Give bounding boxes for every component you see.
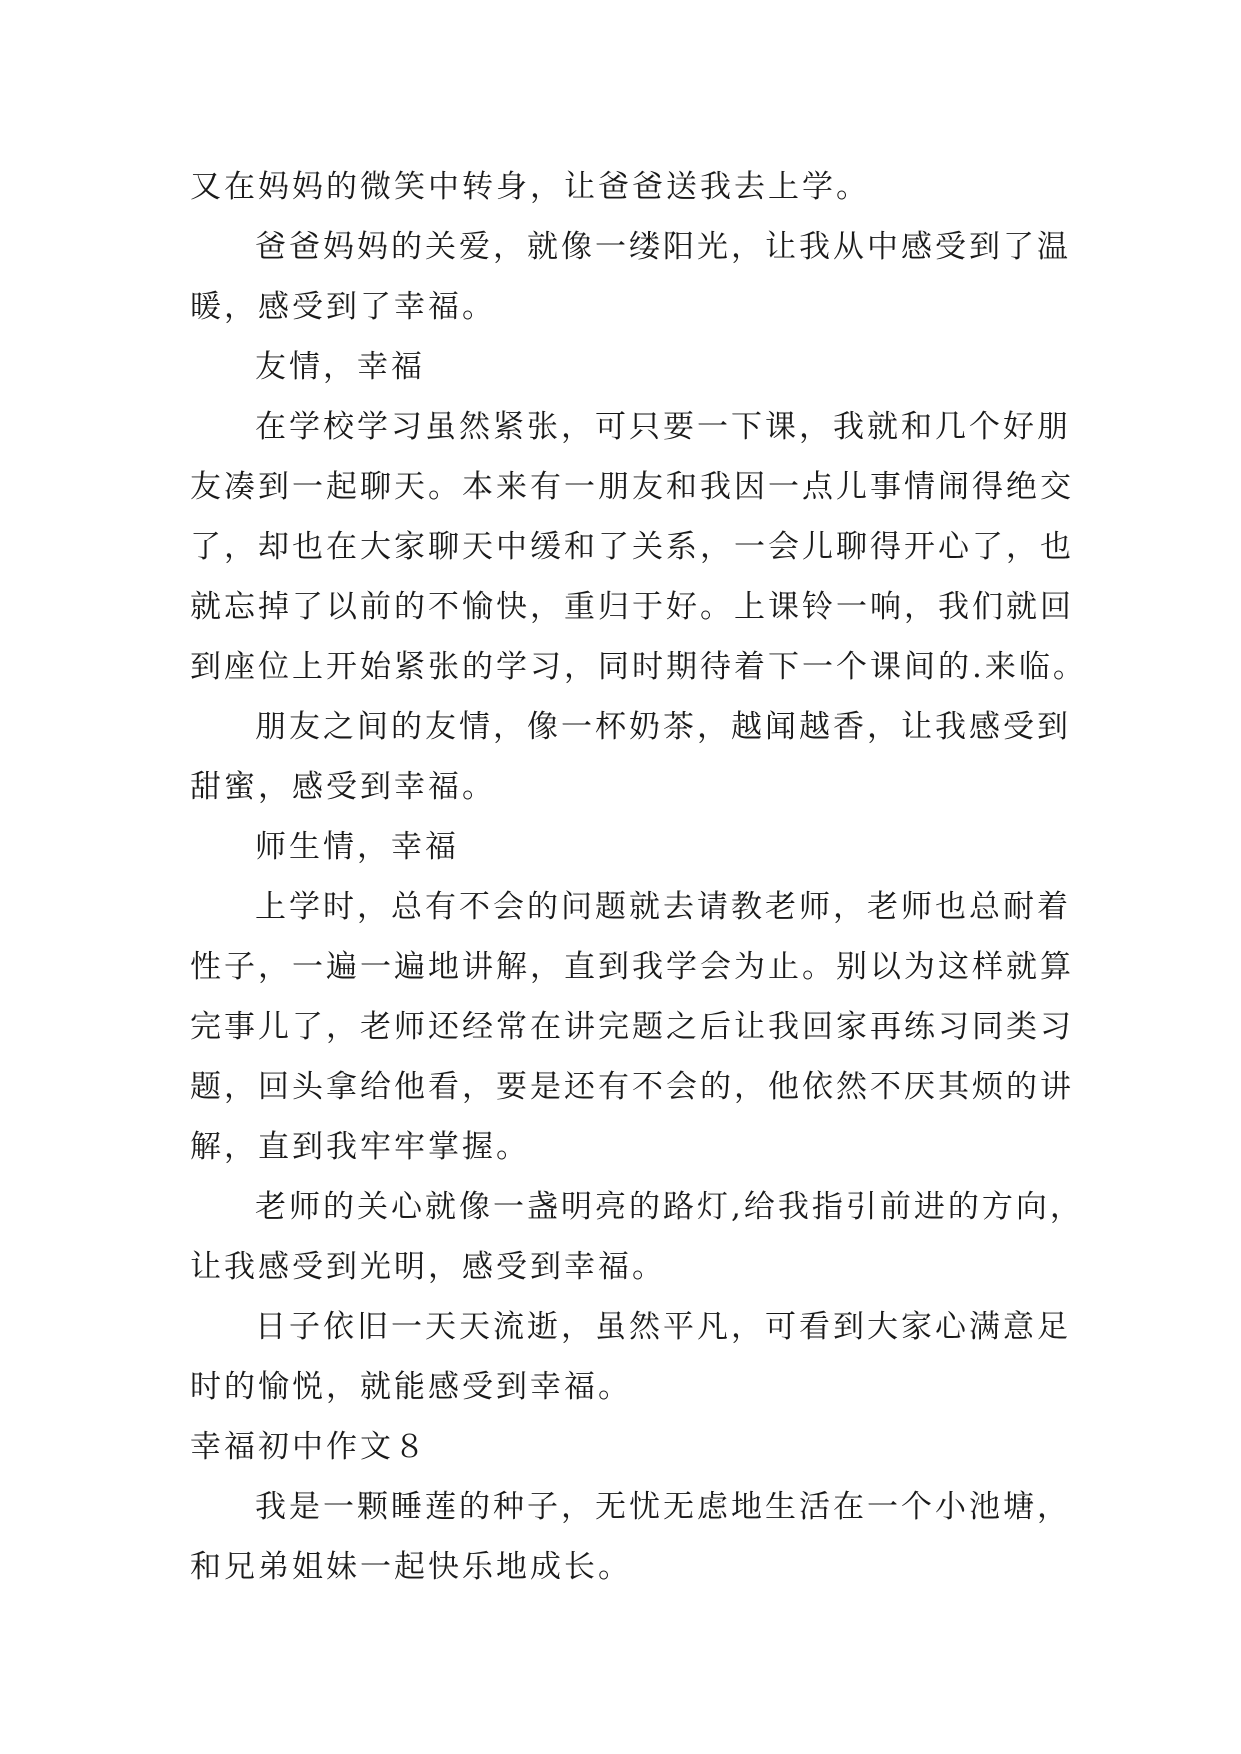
paragraph-start-line: 爸爸妈妈的关爱，就像一缕阳光，让我从中感受到了温 (255, 229, 1071, 265)
text-line: 解，直到我牢牢掌握。 (190, 1129, 530, 1165)
essay-title: 幸福初中作文８ (190, 1429, 428, 1465)
text-line: 让我感受到光明，感受到幸福。 (190, 1249, 666, 1285)
text-line: 甜蜜，感受到幸福。 (190, 769, 496, 805)
text-line: 和兄弟姐妹一起快乐地成长。 (190, 1549, 632, 1585)
text-line: 暖，感受到了幸福。 (190, 289, 496, 325)
paragraph-start-line: 朋友之间的友情，像一杯奶茶，越闻越香，让我感受到 (255, 709, 1071, 745)
section-heading: 友情，幸福 (255, 349, 425, 385)
text-line: 就忘掉了以前的不愉快，重归于好。上课铃一响，我们就回 (190, 589, 1074, 625)
text-line: 了，却也在大家聊天中缓和了关系，一会儿聊得开心了，也 (190, 529, 1074, 565)
text-line: 题，回头拿给他看，要是还有不会的，他依然不厌其烦的讲 (190, 1069, 1074, 1105)
document-body (190, 157, 1087, 1597)
text-line: 又在妈妈的微笑中转身，让爸爸送我去上学。 (190, 169, 870, 205)
text-line: 时的愉悦，就能感受到幸福。 (190, 1369, 632, 1405)
paragraph-start-line: 日子依旧一天天流逝，虽然平凡，可看到大家心满意足 (255, 1309, 1071, 1345)
text-line: 性子，一遍一遍地讲解，直到我学会为止。别以为这样就算 (190, 949, 1074, 985)
paragraph-start-line: 我是一颗睡莲的种子，无忧无虑地生活在一个小池塘， (255, 1489, 1071, 1525)
text-line: 友凑到一起聊天。本来有一朋友和我因一点儿事情闹得绝交 (190, 469, 1074, 505)
section-heading: 师生情，幸福 (255, 829, 459, 865)
paragraph-start-line: 老师的关心就像一盏明亮的路灯,给我指引前进的方向， (255, 1189, 1084, 1225)
paragraph-start-line: 上学时，总有不会的问题就去请教老师，老师也总耐着 (255, 889, 1071, 925)
paragraph-start-line: 在学校学习虽然紧张，可只要一下课，我就和几个好朋 (255, 409, 1071, 445)
text-line: 完事儿了，老师还经常在讲完题之后让我回家再练习同类习 (190, 1009, 1074, 1045)
text-line: 到座位上开始紧张的学习，同时期待着下一个课间的.来临。 (190, 649, 1087, 685)
